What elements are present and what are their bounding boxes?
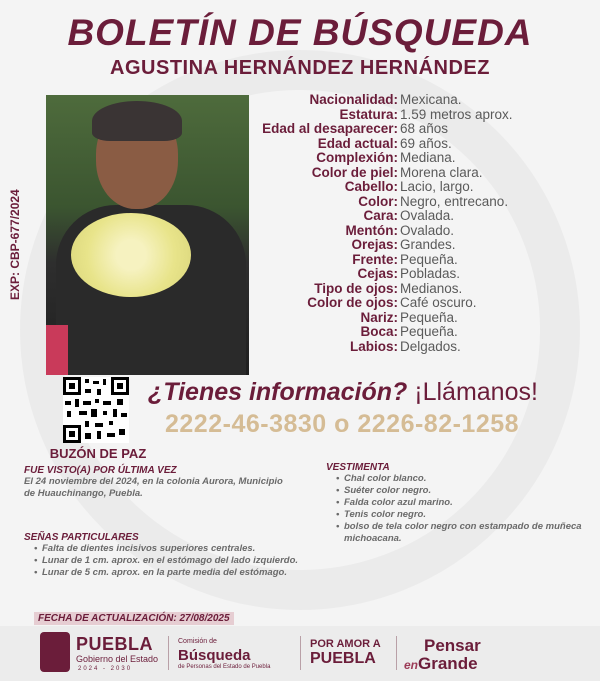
pensar-text: Pensar [424, 636, 481, 655]
case-number: EXP: CBP-677/2024 [8, 189, 22, 300]
physical-details [250, 93, 590, 354]
list-item: • Lunar de 1 cm. aprox. en el estómago del lado izquierdo. [34, 555, 344, 567]
list-item: • Tenis color negro. [336, 509, 586, 521]
detail-row: Boca: Pequeña. [360, 324, 458, 339]
detail-row: Labios: Delgados. [349, 338, 461, 354]
list-item: • Falta de dientes incisivos superiores centrales. [34, 543, 344, 555]
last-seen-text: El 24 noviembre del 2024, en la colonia Aurora, Municipio de Huauchinango, Puebla. [24, 476, 283, 499]
detail-row: Tipo de ojos: Medianos. [314, 280, 463, 296]
call-text: ¡Llámanos! [414, 378, 538, 406]
detail-row: Cara: Ovalada. [363, 208, 455, 223]
por-amor-text: POR AMOR A [310, 638, 381, 650]
por-puebla-text: PUEBLA [310, 650, 376, 667]
clothing-heading: VESTIMENTA [326, 462, 390, 473]
comision-top: Comisión de [178, 638, 217, 645]
last-seen-heading: FUE VISTO(A) POR ÚLTIMA VEZ [24, 465, 177, 476]
detail-row: Cejas: Pobladas. [357, 266, 461, 281]
phone-numbers[interactable]: 2222-46-3830 o 2226-82-1258 [165, 410, 520, 438]
detail-row: Color: Negro, entrecano. [358, 193, 509, 209]
person-name: AGUSTINA HERNÁNDEZ HERNÁNDEZ [110, 57, 490, 79]
list-item: • Falda color azul marino. [336, 497, 586, 509]
last-seen-section [24, 465, 294, 500]
comision-main: Búsqueda [178, 647, 251, 664]
detail-row: Cabello: Lacio, largo. [344, 179, 474, 194]
footer-logos [0, 626, 600, 681]
detail-row: Complexión: Mediana. [316, 150, 456, 165]
detail-row: Mentón: Ovalado. [345, 222, 455, 238]
detail-row: Estatura: 1.59 metros aprox. [339, 106, 513, 122]
buzon-de-paz-label: BUZÓN DE PAZ [49, 446, 147, 461]
list-item: • Suéter color negro. [336, 485, 586, 497]
comision-sub: de Personas del Estado de Puebla [178, 664, 271, 670]
puebla-logo-text: PUEBLA [76, 634, 154, 654]
detail-row: Edad al desaparecer: 68 años [262, 121, 449, 136]
detail-row: Orejas: Grandes. [351, 237, 456, 252]
qr-code-graphic [63, 377, 129, 443]
list-item: • bolso de tela color negro con estampado de muñeca michoacana. [336, 521, 586, 545]
detail-row: Nacionalidad: Mexicana. [309, 92, 462, 107]
detail-row: Edad actual: 69 años. [317, 135, 452, 151]
divider [168, 636, 169, 670]
bulletin-title: BOLETÍN DE BÚSQUEDA [67, 12, 533, 53]
detail-row: Color de ojos: Café oscuro. [307, 295, 477, 310]
divider [396, 636, 397, 670]
detail-row: Nariz: Pequeña. [360, 309, 458, 325]
qr-code[interactable] [63, 377, 129, 443]
question-text: ¿Tienes información? [148, 378, 408, 406]
person-photo [46, 95, 249, 375]
clothing-section [326, 462, 586, 545]
detail-row: Frente: Pequeña. [352, 251, 458, 267]
update-date: FECHA DE ACTUALIZACIÓN: 27/08/2025 [34, 612, 234, 625]
list-item: • Chal color blanco. [336, 473, 586, 485]
gobierno-text: Gobierno del Estado [76, 654, 159, 664]
detail-row: Color de piel: Morena clara. [311, 164, 483, 180]
list-item: • Lunar de 5 cm. aprox. en la parte media del estómago. [34, 567, 344, 579]
information-prompt [148, 378, 538, 407]
distinguishing-marks-section [24, 532, 344, 579]
en-grande-text: enGrande [404, 654, 478, 673]
term-years: 2024 - 2030 [78, 666, 133, 672]
state-seal-icon [40, 632, 70, 672]
marks-heading: SEÑAS PARTICULARES [24, 532, 139, 543]
divider [300, 636, 301, 670]
